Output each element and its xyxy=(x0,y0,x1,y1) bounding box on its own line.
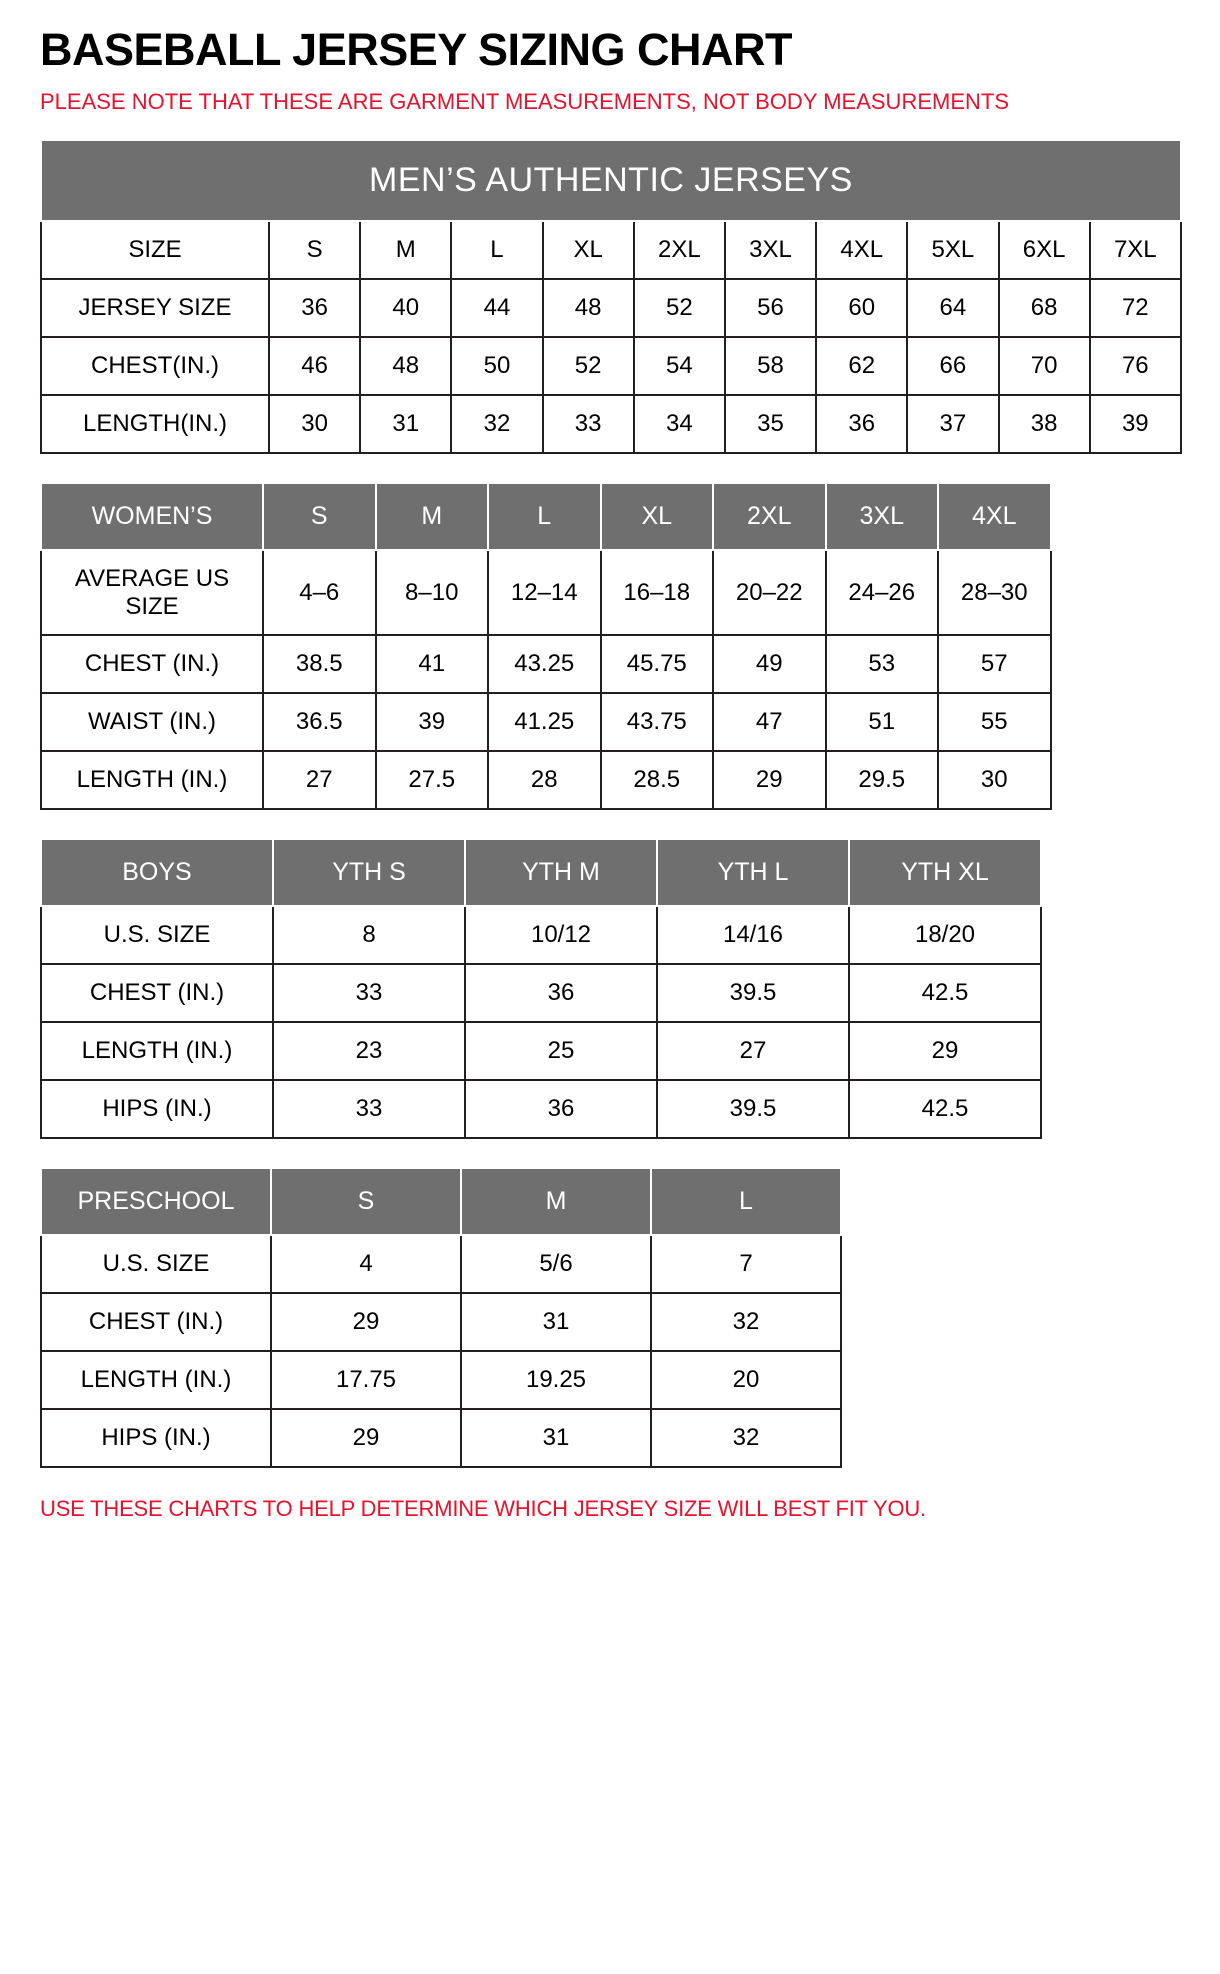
data-cell: 4 xyxy=(271,1235,461,1293)
table-row xyxy=(41,964,1041,1022)
data-cell: 70 xyxy=(999,337,1090,395)
data-cell: 52 xyxy=(543,337,634,395)
data-cell: 45.75 xyxy=(601,635,714,693)
size-header-cell: L xyxy=(488,483,601,550)
data-cell: 31 xyxy=(360,395,451,453)
data-cell: 18/20 xyxy=(849,906,1041,964)
table-row xyxy=(41,550,1051,635)
size-header-cell: S xyxy=(269,221,360,279)
preschool-label: PRESCHOOL xyxy=(41,1168,271,1235)
data-cell: 33 xyxy=(543,395,634,453)
size-header-cell: XL xyxy=(543,221,634,279)
table-row xyxy=(41,1293,841,1351)
data-cell: 28 xyxy=(488,751,601,809)
data-cell: 57 xyxy=(938,635,1051,693)
data-cell: 36 xyxy=(269,279,360,337)
row-label: CHEST (IN.) xyxy=(41,1293,271,1351)
data-cell: 55 xyxy=(938,693,1051,751)
womens-sizing-table xyxy=(40,482,1052,810)
data-cell: 29 xyxy=(271,1293,461,1351)
data-cell: 33 xyxy=(273,964,465,1022)
data-cell: 48 xyxy=(543,279,634,337)
row-label: LENGTH(IN.) xyxy=(41,395,269,453)
data-cell: 32 xyxy=(651,1409,841,1467)
footer-note: USE THESE CHARTS TO HELP DETERMINE WHICH JERSEY SIZE WILL BEST FIT YOU. xyxy=(40,1496,926,1522)
table-row xyxy=(41,1235,841,1293)
data-cell: 41.25 xyxy=(488,693,601,751)
table-row xyxy=(41,693,1051,751)
data-cell: 68 xyxy=(999,279,1090,337)
data-cell: 23 xyxy=(273,1022,465,1080)
data-cell: 28.5 xyxy=(601,751,714,809)
data-cell: 36.5 xyxy=(263,693,376,751)
size-header-cell: M xyxy=(376,483,489,550)
womens-header-row xyxy=(41,483,1051,550)
data-cell: 8–10 xyxy=(376,550,489,635)
data-cell: 34 xyxy=(634,395,725,453)
data-cell: 20–22 xyxy=(713,550,826,635)
table-row xyxy=(41,279,1181,337)
data-cell: 17.75 xyxy=(271,1351,461,1409)
data-cell: 39 xyxy=(376,693,489,751)
data-cell: 38 xyxy=(999,395,1090,453)
data-cell: 32 xyxy=(451,395,542,453)
data-cell: 58 xyxy=(725,337,816,395)
data-cell: 43.25 xyxy=(488,635,601,693)
size-header-cell: XL xyxy=(601,483,714,550)
data-cell: 56 xyxy=(725,279,816,337)
data-cell: 12–14 xyxy=(488,550,601,635)
size-header-cell: L xyxy=(451,221,542,279)
data-cell: 31 xyxy=(461,1409,651,1467)
data-cell: 19.25 xyxy=(461,1351,651,1409)
data-cell: 62 xyxy=(816,337,907,395)
data-cell: 38.5 xyxy=(263,635,376,693)
data-cell: 27 xyxy=(657,1022,849,1080)
size-header-cell: 2XL xyxy=(634,221,725,279)
data-cell: 54 xyxy=(634,337,725,395)
data-cell: 64 xyxy=(907,279,998,337)
data-cell: 20 xyxy=(651,1351,841,1409)
data-cell: 29.5 xyxy=(826,751,939,809)
data-cell: 48 xyxy=(360,337,451,395)
table-row xyxy=(41,1080,1041,1138)
data-cell: 47 xyxy=(713,693,826,751)
preschool-header-row xyxy=(41,1168,841,1235)
data-cell: 29 xyxy=(271,1409,461,1467)
row-label: U.S. SIZE xyxy=(41,1235,271,1293)
data-cell: 53 xyxy=(826,635,939,693)
row-label: SIZE xyxy=(41,221,269,279)
data-cell: 36 xyxy=(465,964,657,1022)
data-cell: 42.5 xyxy=(849,964,1041,1022)
data-cell: 44 xyxy=(451,279,542,337)
row-label: AVERAGE US SIZE xyxy=(41,550,263,635)
data-cell: 39.5 xyxy=(657,964,849,1022)
size-header-cell: 2XL xyxy=(713,483,826,550)
data-cell: 50 xyxy=(451,337,542,395)
data-cell: 76 xyxy=(1090,337,1181,395)
size-header-cell: YTH XL xyxy=(849,839,1041,906)
row-label: CHEST (IN.) xyxy=(41,635,263,693)
data-cell: 66 xyxy=(907,337,998,395)
data-cell: 8 xyxy=(273,906,465,964)
data-cell: 16–18 xyxy=(601,550,714,635)
row-label: LENGTH (IN.) xyxy=(41,1351,271,1409)
table-row xyxy=(41,635,1051,693)
size-header-cell: YTH S xyxy=(273,839,465,906)
row-label: U.S. SIZE xyxy=(41,906,273,964)
table-row xyxy=(41,751,1051,809)
preschool-sizing-table xyxy=(40,1167,842,1468)
data-cell: 41 xyxy=(376,635,489,693)
row-label: JERSEY SIZE xyxy=(41,279,269,337)
data-cell: 29 xyxy=(713,751,826,809)
size-header-cell: YTH L xyxy=(657,839,849,906)
row-label: HIPS (IN.) xyxy=(41,1409,271,1467)
data-cell: 39 xyxy=(1090,395,1181,453)
boys-sizing-table xyxy=(40,838,1042,1139)
data-cell: 10/12 xyxy=(465,906,657,964)
data-cell: 28–30 xyxy=(938,550,1051,635)
data-cell: 25 xyxy=(465,1022,657,1080)
data-cell: 42.5 xyxy=(849,1080,1041,1138)
size-header-cell: 5XL xyxy=(907,221,998,279)
size-header-cell: 3XL xyxy=(725,221,816,279)
data-cell: 39.5 xyxy=(657,1080,849,1138)
row-label: WAIST (IN.) xyxy=(41,693,263,751)
mens-sizing-table xyxy=(40,139,1182,454)
table-row xyxy=(41,1409,841,1467)
data-cell: 27 xyxy=(263,751,376,809)
size-header-cell: M xyxy=(461,1168,651,1235)
size-header-cell: YTH M xyxy=(465,839,657,906)
data-cell: 29 xyxy=(849,1022,1041,1080)
data-cell: 7 xyxy=(651,1235,841,1293)
row-label: CHEST (IN.) xyxy=(41,964,273,1022)
data-cell: 43.75 xyxy=(601,693,714,751)
data-cell: 37 xyxy=(907,395,998,453)
table-row xyxy=(41,221,1181,279)
data-cell: 24–26 xyxy=(826,550,939,635)
table-row xyxy=(41,337,1181,395)
mens-banner-row xyxy=(41,140,1181,221)
table-row xyxy=(41,1022,1041,1080)
womens-label: WOMEN’S xyxy=(41,483,263,550)
data-cell: 33 xyxy=(273,1080,465,1138)
data-cell: 30 xyxy=(269,395,360,453)
size-header-cell: 4XL xyxy=(816,221,907,279)
data-cell: 30 xyxy=(938,751,1051,809)
table-row xyxy=(41,906,1041,964)
data-cell: 60 xyxy=(816,279,907,337)
data-cell: 31 xyxy=(461,1293,651,1351)
page-title: BASEBALL JERSEY SIZING CHART xyxy=(40,24,792,75)
boys-label: BOYS xyxy=(41,839,273,906)
row-label: CHEST(IN.) xyxy=(41,337,269,395)
data-cell: 36 xyxy=(816,395,907,453)
size-header-cell: 6XL xyxy=(999,221,1090,279)
data-cell: 5/6 xyxy=(461,1235,651,1293)
table-row xyxy=(41,395,1181,453)
size-header-cell: S xyxy=(263,483,376,550)
row-label: LENGTH (IN.) xyxy=(41,1022,273,1080)
mens-banner: MEN’S AUTHENTIC JERSEYS xyxy=(41,140,1181,221)
data-cell: 46 xyxy=(269,337,360,395)
size-header-cell: 4XL xyxy=(938,483,1051,550)
size-header-cell: S xyxy=(271,1168,461,1235)
data-cell: 52 xyxy=(634,279,725,337)
measurement-note: PLEASE NOTE THAT THESE ARE GARMENT MEASUREMENTS, NOT BODY MEASUREMENTS xyxy=(40,89,1010,115)
table-row xyxy=(41,1351,841,1409)
data-cell: 4–6 xyxy=(263,550,376,635)
row-label: LENGTH (IN.) xyxy=(41,751,263,809)
data-cell: 27.5 xyxy=(376,751,489,809)
data-cell: 51 xyxy=(826,693,939,751)
data-cell: 36 xyxy=(465,1080,657,1138)
size-header-cell: 3XL xyxy=(826,483,939,550)
data-cell: 72 xyxy=(1090,279,1181,337)
data-cell: 35 xyxy=(725,395,816,453)
size-header-cell: L xyxy=(651,1168,841,1235)
row-label: HIPS (IN.) xyxy=(41,1080,273,1138)
data-cell: 49 xyxy=(713,635,826,693)
size-header-cell: 7XL xyxy=(1090,221,1181,279)
boys-header-row xyxy=(41,839,1041,906)
data-cell: 40 xyxy=(360,279,451,337)
data-cell: 14/16 xyxy=(657,906,849,964)
size-header-cell: M xyxy=(360,221,451,279)
data-cell: 32 xyxy=(651,1293,841,1351)
